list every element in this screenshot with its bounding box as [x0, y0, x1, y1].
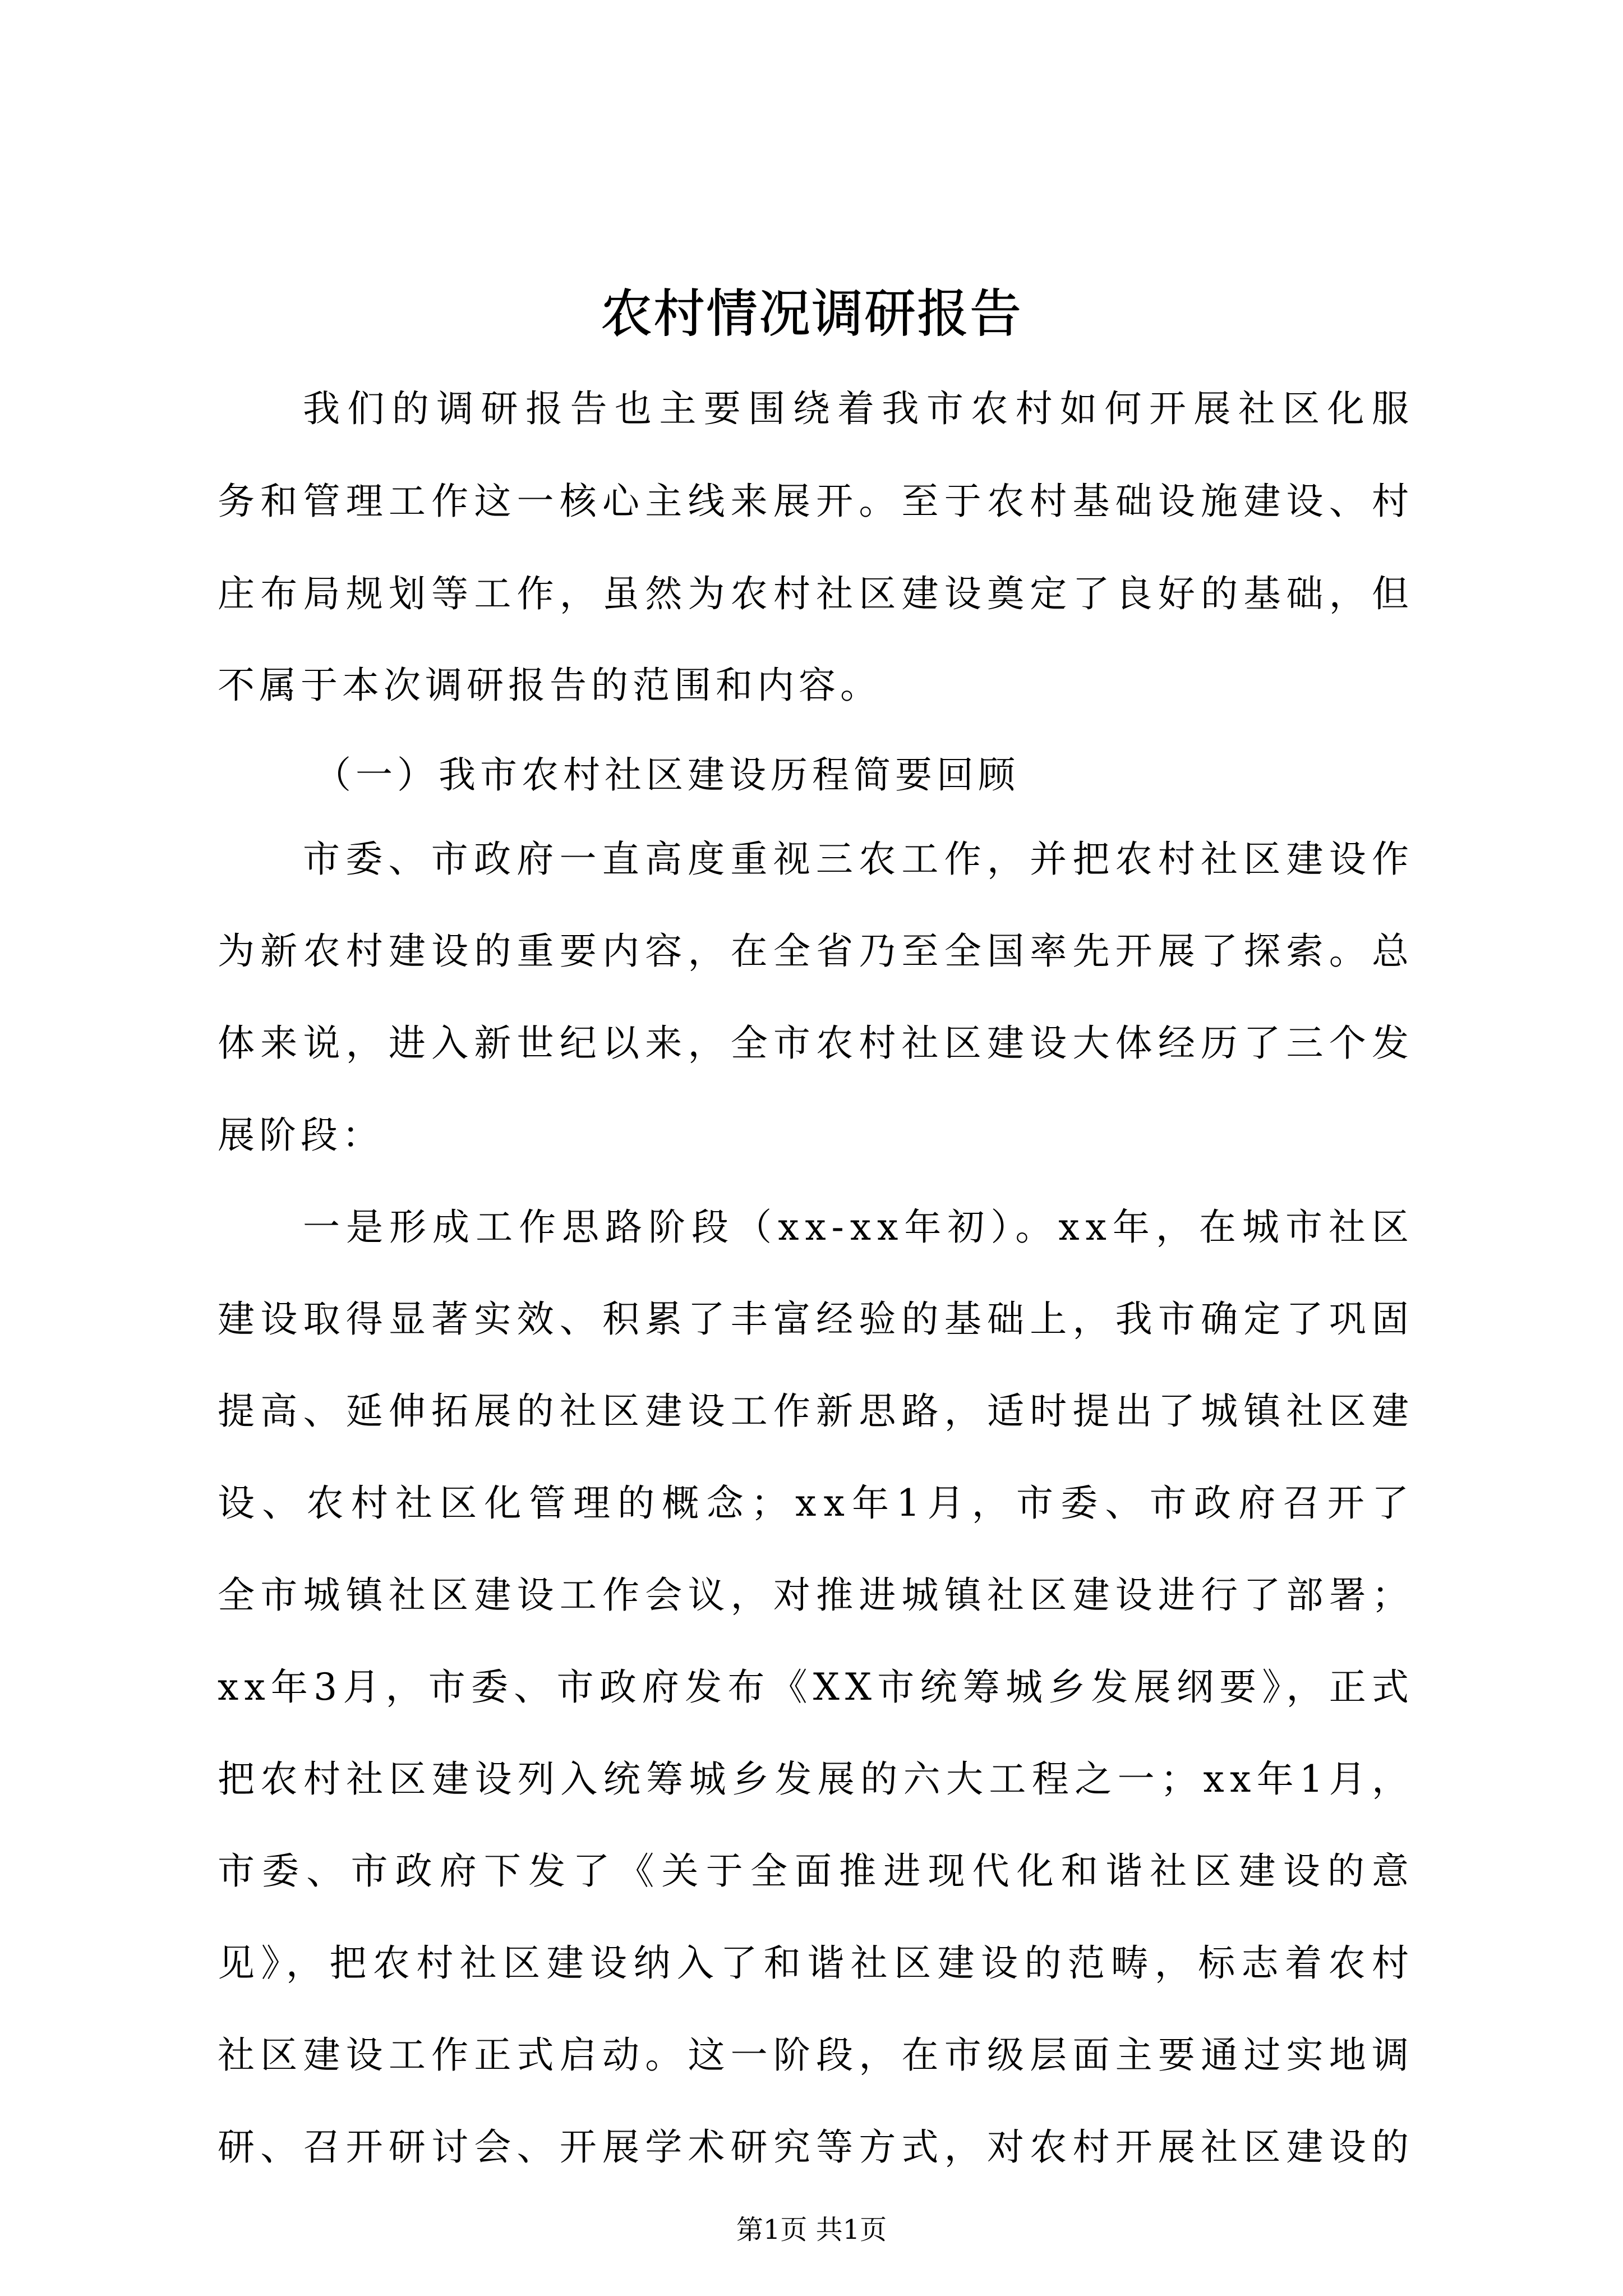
paragraph-line [0, 1743, 1623, 1815]
line-text: 全市城镇社区建设工作会议，对推进城镇社区建设进行了部署； [218, 1573, 1415, 1617]
line-text: 市委、市政府一直高度重视三农工作，并把农村社区建设作 [303, 838, 1415, 881]
paragraph-line [0, 1467, 1623, 1539]
line-text: 一是形成工作思路阶段（xx-xx年初）。xx年，在城市社区 [303, 1205, 1415, 1249]
paragraph-line [0, 1099, 1623, 1171]
line-text: xx年3月，市委、市政府发布《XX市统筹城乡发展纲要》，正式 [218, 1665, 1415, 1709]
paragraph-line [0, 466, 1623, 537]
paragraph-line [0, 1559, 1623, 1631]
line-text: 市委、市政府下发了《关于全面推进现代化和谐社区建设的意 [218, 1849, 1417, 1893]
paragraph-line [0, 1375, 1623, 1447]
line-text: 见》，把农村社区建设纳入了和谐社区建设的范畴，标志着农村 [218, 1941, 1415, 1985]
line-text: （一）我市农村社区建设历程简要回顾 [314, 753, 1020, 797]
paragraph-line [0, 1283, 1623, 1355]
line-text: 展阶段： [218, 1114, 384, 1157]
paragraph-line [0, 1927, 1623, 1999]
line-text: 为新农村建设的重要内容，在全省乃至全国率先开展了探索。总 [218, 930, 1415, 973]
paragraph-line [0, 1191, 1623, 1263]
section-heading [0, 739, 1623, 811]
paragraph-line [0, 915, 1623, 987]
line-text: 务和管理工作这一核心主线来展开。至于农村基础设施建设、村 [218, 480, 1415, 523]
line-text: 设、农村社区化管理的概念；xx年1月，市委、市政府召开了 [218, 1481, 1417, 1525]
paragraph-line [0, 2019, 1623, 2091]
line-text: 把农村社区建设列入统筹城乡发展的六大工程之一；xx年1月， [218, 1757, 1415, 1801]
line-text: 体来说，进入新世纪以来，全市农村社区建设大体经历了三个发 [218, 1022, 1415, 1065]
paragraph-line [0, 558, 1623, 630]
line-text: 建设取得显著实效、积累了丰富经验的基础上，我市确定了巩固 [218, 1297, 1415, 1341]
line-text: 庄布局规划等工作，虽然为农村社区建设奠定了良好的基础，但 [218, 572, 1415, 615]
line-text: 我们的调研报告也主要围绕着我市农村如何开展社区化服 [303, 387, 1417, 430]
paragraph-line [0, 1835, 1623, 1907]
paragraph-line [0, 1007, 1623, 1079]
paragraph-line [0, 650, 1623, 721]
paragraph-line [0, 373, 1623, 445]
paragraph-line [0, 1651, 1623, 1723]
paragraph-line [0, 2111, 1623, 2183]
line-text: 社区建设工作正式启动。这一阶段，在市级层面主要通过实地调 [218, 2033, 1415, 2077]
document-title: 农村情况调研报告 [600, 284, 1022, 344]
line-text: 不属于本次调研报告的范围和内容。 [218, 664, 882, 707]
page-footer: 第1页 共1页 [736, 2214, 887, 2246]
line-text: 研、召开研讨会、开展学术研究等方式，对农村开展社区建设的 [218, 2125, 1415, 2169]
line-text: 提高、延伸拓展的社区建设工作新思路，适时提出了城镇社区建 [218, 1389, 1415, 1433]
paragraph-line [0, 823, 1623, 895]
